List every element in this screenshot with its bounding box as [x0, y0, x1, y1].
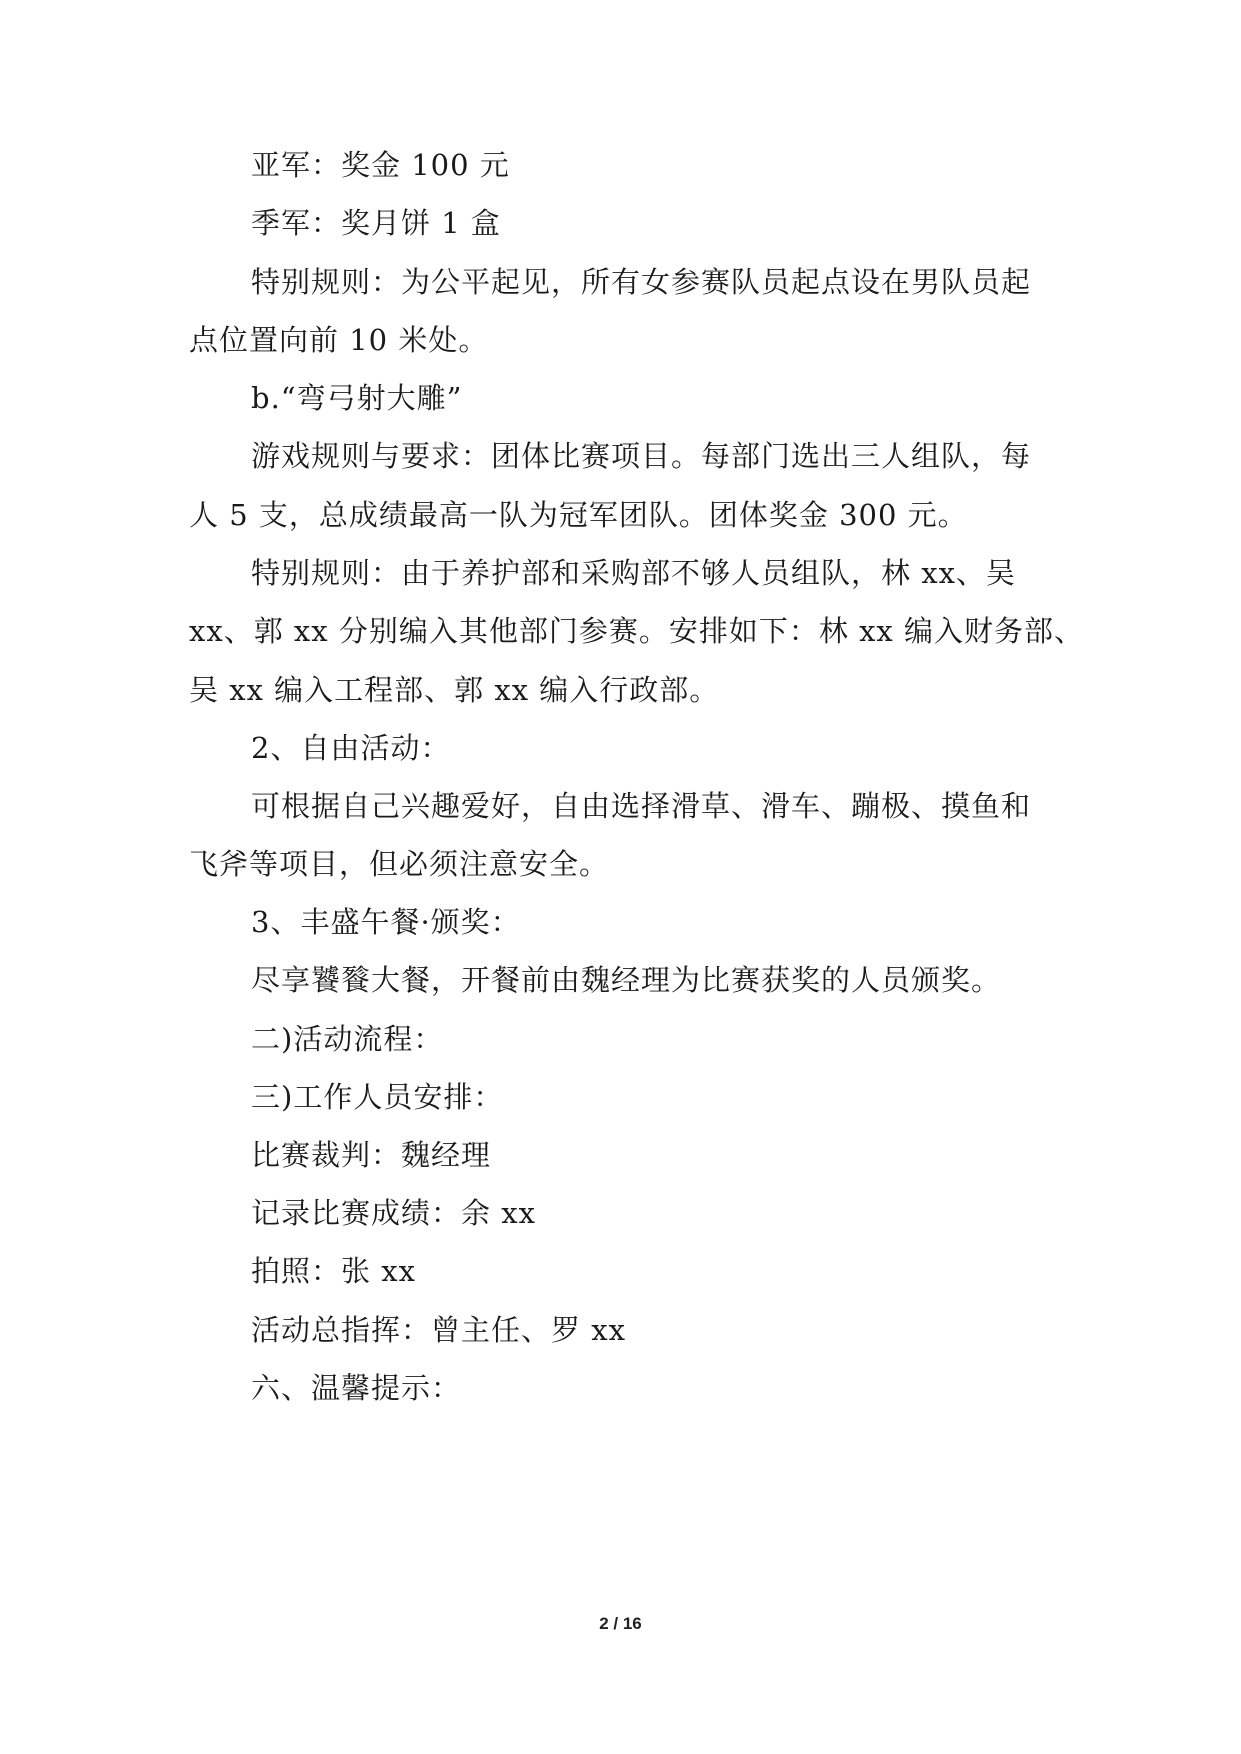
page-number: 2 / 16 [599, 1614, 642, 1633]
text-line-special-rule-2c: 吴 xx 编入工程部、郭 xx 编入行政部。 [189, 673, 720, 707]
text-line-commander: 活动总指挥：曾主任、罗 xx [251, 1313, 626, 1347]
text-line-free-activity-b: 飞斧等项目，但必须注意安全。 [189, 847, 610, 881]
text-line-free-activity-heading: 2、自由活动： [251, 731, 451, 765]
text-line-lunch-heading: 3、丰盛午餐·颁奖： [251, 905, 521, 939]
text-line-lunch-detail: 尽享饕餮大餐，开餐前由魏经理为比赛获奖的人员颁奖。 [251, 963, 1002, 997]
text-line-referee: 比赛裁判：魏经理 [251, 1138, 492, 1172]
text-line-staff-arrangement: 三)工作人员安排： [251, 1080, 504, 1114]
text-line-runner-up-prize: 亚军：奖金 100 元 [251, 148, 510, 182]
text-line-free-activity-a: 可根据自己兴趣爱好，自由选择滑草、滑车、蹦极、摸鱼和 [251, 789, 1032, 823]
text-line-special-rule-2b: xx、郭 xx 分别编入其他部门参赛。安排如下：林 xx 编入财务部、 [189, 614, 1085, 648]
text-line-game-b-title: b.“弯弓射大雕” [251, 381, 463, 415]
text-line-game-rules-a: 游戏规则与要求：团体比赛项目。每部门选出三人组队，每 [251, 439, 1032, 473]
text-line-photographer: 拍照：张 xx [251, 1254, 416, 1288]
text-line-score-recorder: 记录比赛成绩：余 xx [251, 1196, 536, 1230]
text-line-tips-heading: 六、温馨提示： [251, 1371, 462, 1405]
text-line-special-rule-1b: 点位置向前 10 米处。 [189, 323, 489, 357]
text-line-special-rule-2a: 特别规则：由于养护部和采购部不够人员组队，林 xx、吴 [251, 556, 1016, 590]
text-line-third-place-prize: 季军：奖月饼 1 盒 [251, 206, 501, 240]
text-line-activity-flow: 二)活动流程： [251, 1022, 444, 1056]
text-line-game-rules-b: 人 5 支，总成绩最高一队为冠军团队。团体奖金 300 元。 [189, 498, 968, 532]
text-line-special-rule-1a: 特别规则：为公平起见，所有女参赛队员起点设在男队员起 [251, 265, 1032, 299]
